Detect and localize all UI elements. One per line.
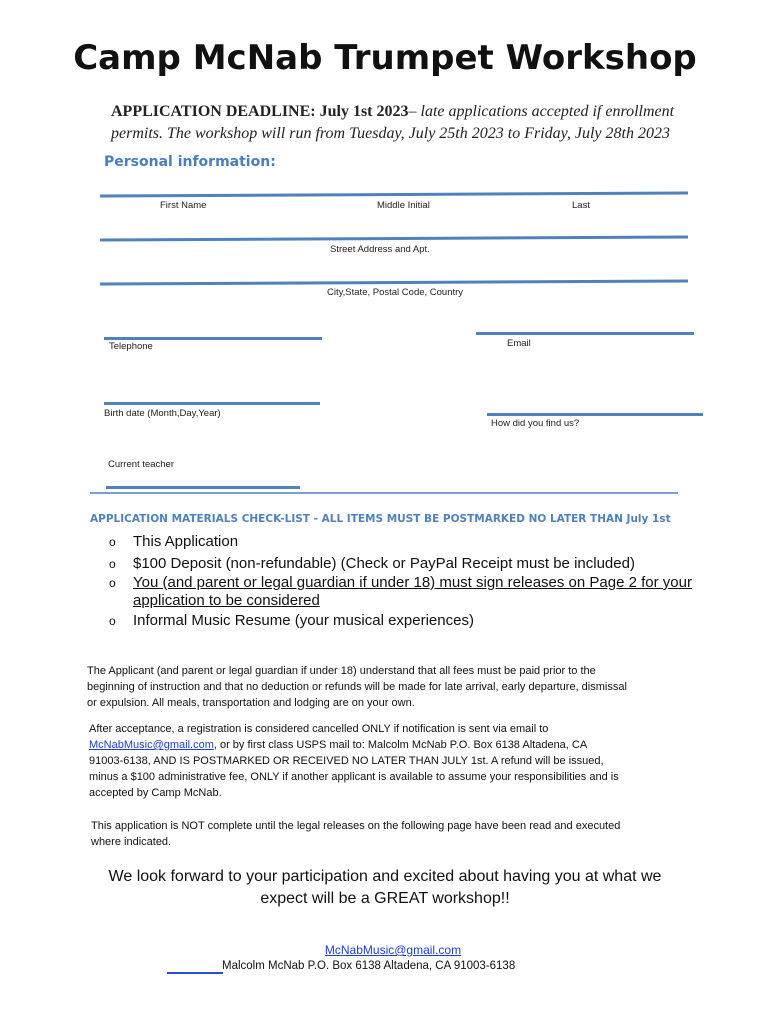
footer-email-link[interactable]: McNabMusic@gmail.com: [324, 943, 462, 957]
closing-message: We look forward to your participation and excited about having you at what we expect will be a GREAT workshop!!: [108, 868, 662, 907]
teacher-line[interactable]: [106, 486, 300, 489]
birthdate-line[interactable]: [104, 402, 320, 405]
cancellation-paragraph: After acceptance, a registration is considered cancelled ONLY if notification is sent via email to McNabMusic@gmail.com, or by first class USPS mail to: Malcolm McNab P.O. Box 6138 Altadena, CA 91003-6138, AND IS POSTMARKED OR RECEIVED NO LATER THAN JULY 1st. A refund will be issued, minus a $100 administrative fee, ONLY if another applicant is available to assume your responsibilities and is accepted by Camp McNab.: [89, 723, 619, 799]
footer-underline: [167, 972, 223, 974]
page-title: Camp McNab Trumpet Workshop: [73, 38, 697, 78]
personal-info-heading: Personal information:: [104, 154, 276, 170]
deadline-label: APPLICATION DEADLINE: July 1st 2023: [111, 103, 409, 120]
city-line[interactable]: [100, 279, 688, 285]
checklist-item: o $100 Deposit (non-refundable) (Check or PayPal Receipt must be included): [109, 555, 635, 572]
bullet-icon: o: [109, 535, 116, 549]
how-found-label: How did you find us?: [491, 418, 580, 429]
how-found-line[interactable]: [487, 413, 703, 416]
teacher-label: Current teacher: [108, 459, 175, 470]
birthdate-label: Birth date (Month,Day,Year): [104, 408, 221, 419]
telephone-label: Telephone: [109, 341, 153, 352]
checklist-heading: APPLICATION MATERIALS CHECK-LIST - ALL ITEMS MUST BE POSTMARKED NO LATER THAN July 1st: [90, 513, 671, 525]
email-link[interactable]: McNabMusic@gmail.com: [89, 739, 214, 751]
section-divider: [90, 492, 678, 494]
middle-initial-label: Middle Initial: [377, 200, 430, 211]
email-label: Email: [507, 338, 531, 349]
checklist-item: o This Application: [109, 533, 239, 550]
completion-paragraph: This application is NOT complete until the legal releases on the following page have been read and executed where indicated.: [91, 820, 621, 848]
deadline-details: late applications accepted if enrollment permits. The workshop will run from Tuesday, July 25th 2023 to Friday, July 28th 2023: [111, 103, 675, 142]
last-name-label: Last: [572, 200, 590, 211]
telephone-line[interactable]: [104, 337, 322, 340]
checklist-item-continued: application to be considered: [133, 592, 320, 609]
street-line[interactable]: [100, 235, 688, 241]
bullet-icon: o: [109, 557, 116, 571]
footer-address: Malcolm McNab P.O. Box 6138 Altadena, CA 91003-6138: [222, 960, 516, 972]
first-name-label: First Name: [160, 200, 207, 211]
checklist-item: o You (and parent or legal guardian if under 18) must sign releases on Page 2 for your: [109, 574, 692, 591]
street-label: Street Address and Apt.: [330, 244, 430, 255]
email-line[interactable]: [476, 332, 694, 335]
bullet-icon: o: [109, 576, 116, 590]
city-label: City,State, Postal Code, Country: [327, 287, 464, 298]
fees-paragraph: The Applicant (and parent or legal guardian if under 18) understand that all fees must be paid prior to the beginning of instruction and that no deduction or refunds will be made for late arrival, early departure, dismissal or expulsion. All meals, transportation and lodging are on your own.: [87, 665, 627, 709]
deadline-notice: [111, 101, 711, 145]
checklist-item: o Informal Music Resume (your musical experiences): [109, 612, 474, 629]
deadline-dash: –: [408, 103, 417, 120]
bullet-icon: o: [109, 614, 116, 628]
name-line[interactable]: [100, 191, 688, 197]
